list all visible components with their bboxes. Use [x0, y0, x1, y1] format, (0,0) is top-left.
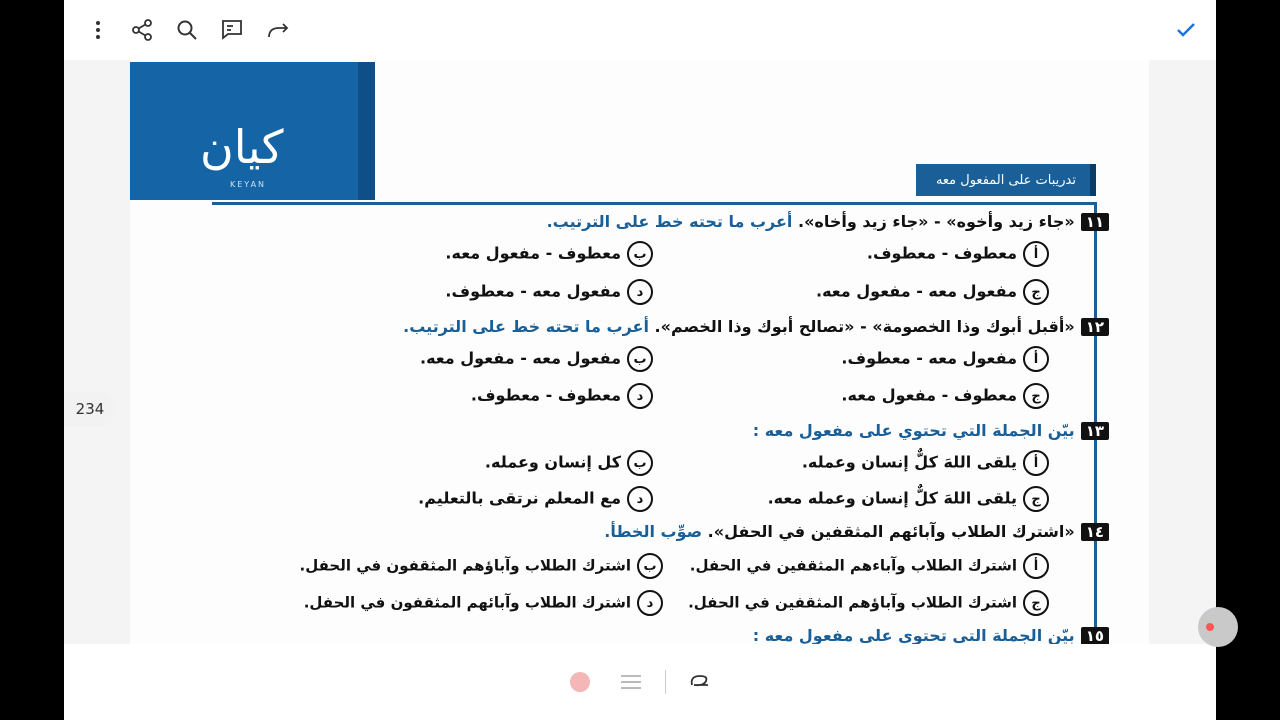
option-text: مفعول معه - معطوف.	[445, 281, 621, 301]
option-d[interactable]	[304, 590, 663, 616]
question-number: ١٣	[1081, 422, 1109, 440]
option-text: مفعول معه - معطوف.	[841, 348, 1017, 368]
option-letter: ج	[1023, 279, 1049, 305]
option-b[interactable]	[300, 553, 664, 579]
option-letter: أ	[1023, 553, 1049, 579]
question-15	[753, 626, 1109, 644]
option-text: معطوف - معطوف.	[470, 385, 621, 405]
option-a[interactable]	[690, 553, 1049, 579]
question-13	[753, 421, 1109, 440]
option-letter: ب	[627, 450, 653, 476]
option-text: مفعول معه - مفعول معه.	[419, 348, 621, 368]
option-text: يلقى اللهَ كلٌّ إنسان وعمله معه.	[767, 488, 1017, 508]
question-text: بيّن الجملة التي تحتوي على مفعول معه :	[752, 421, 1075, 440]
floating-action-button[interactable]	[1198, 607, 1238, 647]
question-text: «جاء زيد وأخوه» - «جاء زيد وأخاه».	[797, 212, 1075, 231]
question-instruction: أعرب ما تحته خط على الترتيب.	[403, 317, 649, 336]
option-d[interactable]	[471, 383, 653, 409]
option-a[interactable]	[867, 241, 1049, 267]
option-c[interactable]	[816, 279, 1049, 305]
question-instruction: أعرب ما تحته خط على الترتيب.	[546, 212, 793, 231]
option-c[interactable]	[768, 486, 1049, 512]
option-text: اشترك الطلاب وآباءهم المثقفين في الحفل.	[689, 556, 1017, 575]
option-letter: د	[627, 279, 653, 305]
search-icon[interactable]	[171, 14, 203, 46]
logo-text: كيان	[200, 120, 284, 174]
question-text: «اشترك الطلاب وآبائهم المثقفين في الحفل».	[707, 522, 1075, 541]
bottom-toolbar	[64, 644, 1216, 720]
option-text: اشترك الطلاب وآباؤهم المثقفون في الحفل.	[299, 556, 631, 575]
option-a[interactable]	[841, 346, 1049, 372]
check-icon[interactable]	[1170, 14, 1202, 46]
pdf-viewer-app	[64, 0, 1216, 720]
option-b[interactable]	[485, 450, 653, 476]
menu-lines-icon[interactable]	[621, 675, 641, 689]
option-letter: ب	[627, 346, 653, 372]
option-letter: ب	[637, 553, 663, 579]
record-icon[interactable]	[570, 672, 590, 692]
option-letter: أ	[1023, 450, 1049, 476]
question-instruction: صوِّب الخطأ.	[604, 522, 703, 541]
question-text: بيّن الجملة التي تحتوي على مفعول معه :	[752, 626, 1075, 644]
document-page	[130, 60, 1149, 644]
option-letter: د	[627, 486, 653, 512]
question-number: ١٥	[1081, 627, 1109, 644]
option-d[interactable]	[445, 279, 653, 305]
option-letter: د	[637, 590, 663, 616]
question-11	[547, 212, 1109, 231]
option-b[interactable]	[445, 241, 653, 267]
logo-stripe	[358, 62, 375, 200]
question-number: ١٢	[1081, 318, 1109, 336]
option-c[interactable]	[841, 383, 1049, 409]
divider-line	[212, 202, 1094, 205]
option-text: يلقى اللهَ كلٌّ إنسان وعمله.	[801, 452, 1017, 472]
option-a[interactable]	[802, 450, 1049, 476]
question-text: «أقبل أبوك وذا الخصومة» - «تصالح أبوك وذا الخصم».	[654, 317, 1075, 336]
question-12	[403, 317, 1109, 336]
option-letter: ج	[1023, 486, 1049, 512]
record-dot-icon	[1206, 623, 1214, 631]
option-letter: د	[627, 383, 653, 409]
logo-subtext: KEYAN	[230, 180, 267, 189]
document-viewer[interactable]	[64, 60, 1216, 644]
option-d[interactable]	[418, 486, 653, 512]
option-letter: أ	[1023, 346, 1049, 372]
option-letter: ج	[1023, 590, 1049, 616]
page-number-badge: 234	[64, 392, 116, 426]
option-letter: ب	[627, 241, 653, 267]
option-letter: أ	[1023, 241, 1049, 267]
more-vert-icon[interactable]	[82, 14, 114, 46]
option-text: اشترك الطلاب وآبائهم المثقفون في الحفل.	[303, 593, 631, 612]
option-c[interactable]	[688, 590, 1049, 616]
ink-pen-icon[interactable]	[688, 672, 710, 694]
top-toolbar	[64, 0, 1216, 60]
option-letter: ج	[1023, 383, 1049, 409]
question-14	[604, 522, 1109, 541]
comment-icon[interactable]	[216, 14, 248, 46]
share-icon[interactable]	[126, 14, 158, 46]
option-text: معطوف - مفعول معه.	[445, 243, 621, 263]
option-text: مع المعلم نرتقى بالتعليم.	[418, 488, 621, 508]
option-b[interactable]	[420, 346, 653, 372]
option-text: مفعول معه - مفعول معه.	[815, 281, 1017, 301]
section-heading: تدريبات على المفعول معه	[916, 164, 1096, 196]
option-text: معطوف - معطوف.	[866, 243, 1017, 263]
toolbar-divider	[665, 670, 666, 694]
keyan-logo	[130, 62, 375, 200]
option-text: اشترك الطلاب وآباؤهم المثقفين في الحفل.	[688, 593, 1017, 612]
option-text: كل إنسان وعمله.	[484, 452, 621, 472]
redo-icon[interactable]	[262, 14, 294, 46]
question-number: ١١	[1081, 213, 1109, 231]
option-text: معطوف - مفعول معه.	[841, 385, 1017, 405]
question-number: ١٤	[1081, 523, 1109, 541]
